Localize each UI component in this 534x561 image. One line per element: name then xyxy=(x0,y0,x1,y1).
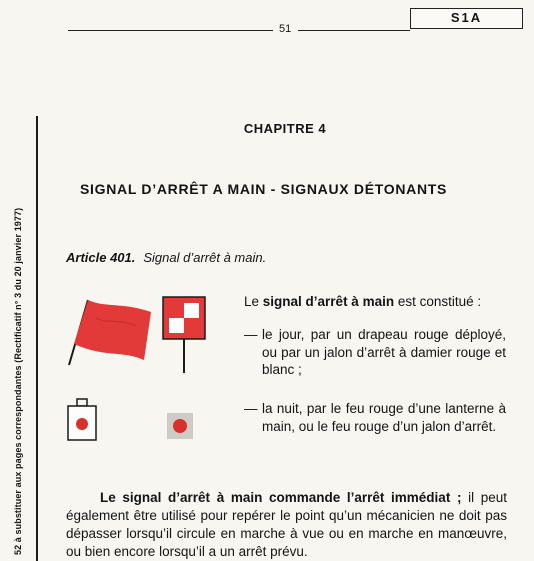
margin-note: 52 à substituer aux pages correspondantes (Rectificatif n° 3 du 20 janvier 1977) xyxy=(13,207,23,555)
header-rule-left xyxy=(68,30,273,31)
checkered-signal-post-icon xyxy=(160,294,212,376)
margin-rule xyxy=(36,116,38,561)
list-item-night xyxy=(244,400,506,435)
list-dash: — xyxy=(244,401,258,416)
article-name: Signal d’arrêt à main. xyxy=(143,250,267,265)
article-number: Article 401. xyxy=(66,250,136,265)
signal-post-lamp-icon xyxy=(166,412,196,442)
bleed-through-text xyxy=(96,76,516,90)
intro-suffix: est constitué : xyxy=(394,294,482,309)
article-heading xyxy=(66,250,266,265)
list-item-text: la nuit, par le feu rouge d’une lanterne à main, ou le feu rouge d’un jalon d’arrêt. xyxy=(262,401,506,434)
chapter-heading: CHAPITRE 4 xyxy=(243,121,327,136)
list-item-text: le jour, par un drapeau rouge déployé, ou par un jalon d’arrêt à damier rouge et blanc ; xyxy=(262,327,506,377)
intro-bold: signal d’arrêt à main xyxy=(262,294,395,309)
intro-prefix: Le xyxy=(244,294,263,309)
header-rule-right xyxy=(298,30,410,31)
intro-paragraph xyxy=(244,294,481,309)
final-text: il peut également être utilisé pour repérer le point qu’un mécanicien ne doit pas dépasser lorsqu’il circule en marche à vue ou en marche en manœuvre, ou bien encore lorsqu’il a un arrêt prévu. xyxy=(66,490,507,559)
document-code-box: S1A xyxy=(410,8,523,29)
list-item-day xyxy=(244,326,506,379)
final-bold-sentence: Le signal d’arrêt à main commande l’arrêt immédiat ; xyxy=(100,490,462,505)
page-number: 51 xyxy=(279,23,292,35)
list-dash: — xyxy=(244,327,258,342)
red-flag-icon xyxy=(66,298,156,368)
hand-lantern-icon xyxy=(66,398,100,444)
final-paragraph xyxy=(66,489,507,561)
section-title: SIGNAL D’ARRÊT A MAIN - SIGNAUX DÉTONANTS xyxy=(80,181,448,197)
